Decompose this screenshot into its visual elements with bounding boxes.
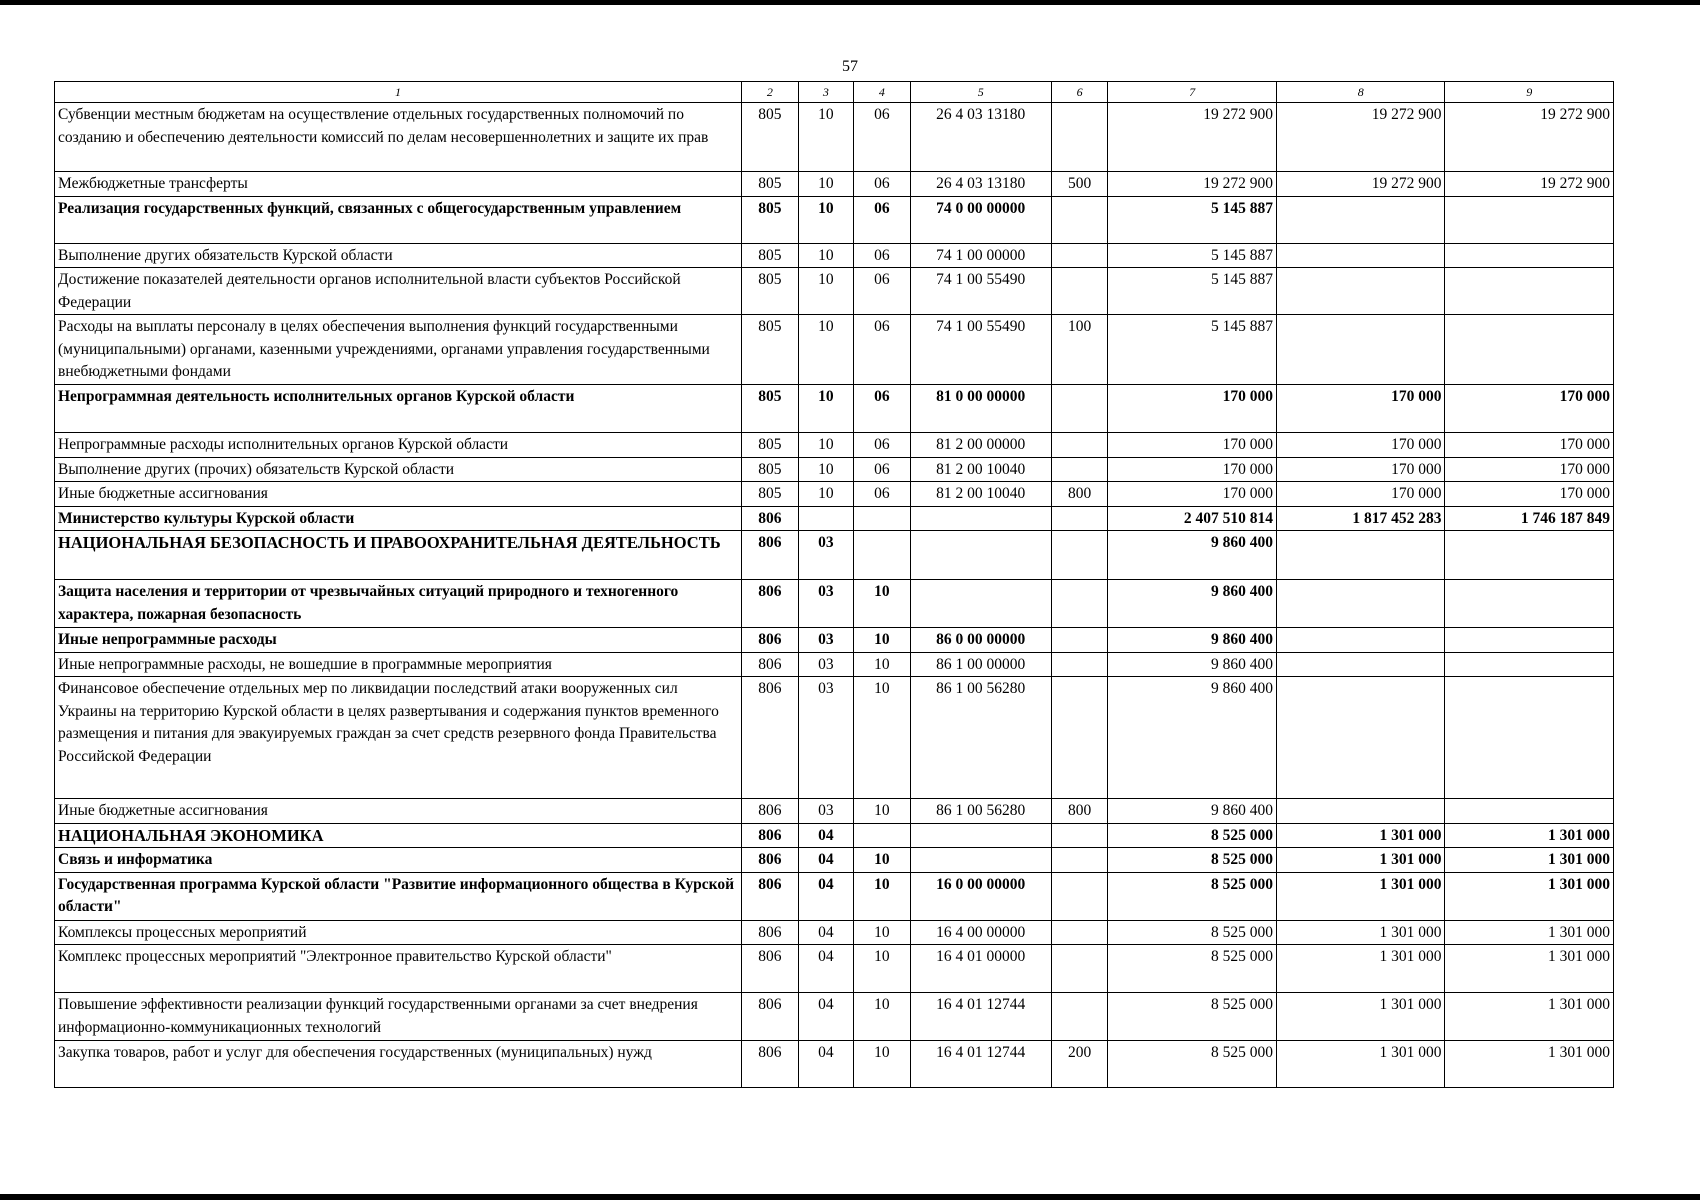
- cell-expense-type: 800: [1051, 799, 1108, 824]
- cell-ministry-code: 805: [742, 385, 799, 433]
- row-name: Связь и информатика: [55, 848, 742, 873]
- table-row: [55, 103, 1614, 172]
- cell-ministry-code: 806: [742, 799, 799, 824]
- cell-amount-8: [1276, 677, 1445, 799]
- column-header: 8: [1276, 82, 1445, 103]
- cell-subsection: 10: [854, 628, 911, 653]
- table-row: [55, 920, 1614, 945]
- cell-amount-7: 8 525 000: [1108, 920, 1277, 945]
- cell-target-article: 81 0 00 00000: [910, 385, 1051, 433]
- cell-amount-8: 1 301 000: [1276, 848, 1445, 873]
- cell-amount-8: [1276, 580, 1445, 628]
- scan-top-edge: [0, 0, 1700, 5]
- table-row: [55, 848, 1614, 873]
- table-row: [55, 872, 1614, 920]
- cell-amount-7: 170 000: [1108, 385, 1277, 433]
- cell-target-article: 81 2 00 10040: [910, 482, 1051, 507]
- cell-amount-9: [1445, 243, 1614, 268]
- cell-target-article: 74 1 00 00000: [910, 243, 1051, 268]
- cell-subsection: [854, 506, 911, 531]
- cell-subsection: 06: [854, 268, 911, 315]
- cell-section: 04: [798, 848, 853, 873]
- cell-amount-7: 8 525 000: [1108, 872, 1277, 920]
- cell-amount-8: [1276, 268, 1445, 315]
- cell-expense-type: [1051, 196, 1108, 243]
- table-row: [55, 823, 1614, 848]
- cell-amount-9: 1 301 000: [1445, 823, 1614, 848]
- scan-bottom-edge: [0, 1194, 1700, 1200]
- cell-section: 03: [798, 652, 853, 677]
- cell-amount-8: 1 301 000: [1276, 920, 1445, 945]
- row-name: Иные бюджетные ассигнования: [55, 482, 742, 507]
- cell-target-article: [910, 531, 1051, 580]
- cell-ministry-code: 806: [742, 580, 799, 628]
- cell-section: 10: [798, 103, 853, 172]
- column-header: 4: [854, 82, 911, 103]
- cell-expense-type: [1051, 243, 1108, 268]
- cell-amount-8: [1276, 315, 1445, 385]
- column-header: 6: [1051, 82, 1108, 103]
- cell-amount-7: 8 525 000: [1108, 945, 1277, 993]
- row-name: Закупка товаров, работ и услуг для обеспечения государственных (муниципальных) нужд: [55, 1041, 742, 1088]
- cell-ministry-code: 805: [742, 103, 799, 172]
- cell-section: 10: [798, 196, 853, 243]
- row-name: Выполнение других обязательств Курской области: [55, 243, 742, 268]
- cell-ministry-code: 805: [742, 268, 799, 315]
- row-name: Непрограммная деятельность исполнительных органов Курской области: [55, 385, 742, 433]
- cell-section: 10: [798, 385, 853, 433]
- cell-target-article: 16 4 01 12744: [910, 993, 1051, 1041]
- cell-section: 04: [798, 993, 853, 1041]
- row-name: Достижение показателей деятельности органов исполнительной власти субъектов Российской Федерации: [55, 268, 742, 315]
- cell-section: 10: [798, 457, 853, 482]
- cell-ministry-code: 805: [742, 457, 799, 482]
- cell-amount-9: 170 000: [1445, 433, 1614, 458]
- table-row: [55, 482, 1614, 507]
- cell-amount-8: 19 272 900: [1276, 172, 1445, 197]
- table-row: [55, 580, 1614, 628]
- cell-amount-7: 8 525 000: [1108, 848, 1277, 873]
- cell-expense-type: [1051, 457, 1108, 482]
- table-row: [55, 506, 1614, 531]
- row-name: Комплекс процессных мероприятий "Электронное правительство Курской области": [55, 945, 742, 993]
- cell-amount-9: [1445, 628, 1614, 653]
- row-name: Повышение эффективности реализации функций государственными органами за счет внедрения информационно-коммуникационных технологий: [55, 993, 742, 1041]
- cell-target-article: 74 1 00 55490: [910, 315, 1051, 385]
- cell-amount-9: [1445, 268, 1614, 315]
- column-header: 1: [55, 82, 742, 103]
- cell-amount-9: [1445, 580, 1614, 628]
- cell-amount-7: 5 145 887: [1108, 196, 1277, 243]
- row-name: Иные непрограммные расходы: [55, 628, 742, 653]
- cell-amount-9: 170 000: [1445, 457, 1614, 482]
- cell-amount-9: [1445, 531, 1614, 580]
- cell-ministry-code: 806: [742, 823, 799, 848]
- cell-subsection: 10: [854, 580, 911, 628]
- cell-target-article: [910, 506, 1051, 531]
- cell-amount-8: 1 301 000: [1276, 945, 1445, 993]
- row-name: Межбюджетные трансферты: [55, 172, 742, 197]
- cell-target-article: 16 4 00 00000: [910, 920, 1051, 945]
- column-header: 2: [742, 82, 799, 103]
- cell-subsection: 10: [854, 677, 911, 799]
- table-row: [55, 172, 1614, 197]
- table-row: [55, 677, 1614, 799]
- cell-amount-8: 1 301 000: [1276, 993, 1445, 1041]
- row-name: Реализация государственных функций, связанных с общегосударственным управлением: [55, 196, 742, 243]
- cell-amount-9: 1 301 000: [1445, 848, 1614, 873]
- column-number-row: [55, 82, 1614, 103]
- cell-amount-7: 5 145 887: [1108, 243, 1277, 268]
- cell-subsection: 10: [854, 652, 911, 677]
- table-row: [55, 1041, 1614, 1088]
- cell-amount-8: [1276, 799, 1445, 824]
- row-name: НАЦИОНАЛЬНАЯ ЭКОНОМИКА: [55, 823, 742, 848]
- cell-ministry-code: 806: [742, 993, 799, 1041]
- cell-ministry-code: 806: [742, 848, 799, 873]
- row-name: Комплексы процессных мероприятий: [55, 920, 742, 945]
- cell-expense-type: 200: [1051, 1041, 1108, 1088]
- row-name: Субвенции местным бюджетам на осуществление отдельных государственных полномочий по созданию и обеспечению деятельности комиссий по делам несовершеннолетних и защите их прав: [55, 103, 742, 172]
- cell-target-article: 86 1 00 56280: [910, 799, 1051, 824]
- cell-amount-9: [1445, 677, 1614, 799]
- cell-amount-8: [1276, 196, 1445, 243]
- cell-ministry-code: 805: [742, 243, 799, 268]
- row-name: Финансовое обеспечение отдельных мер по ликвидации последствий атаки вооруженных сил Украины на территорию Курской области в целях развертывания и содержания пунктов временного размещения и питания для эвакуируемых граждан за счет средств резервного фонда Правительства Российской Федерации: [55, 677, 742, 799]
- cell-subsection: [854, 531, 911, 580]
- table-row: [55, 628, 1614, 653]
- cell-amount-7: 9 860 400: [1108, 677, 1277, 799]
- column-header: 7: [1108, 82, 1277, 103]
- cell-amount-9: 170 000: [1445, 385, 1614, 433]
- cell-section: 10: [798, 315, 853, 385]
- cell-amount-9: [1445, 799, 1614, 824]
- cell-ministry-code: 806: [742, 872, 799, 920]
- table-row: [55, 315, 1614, 385]
- cell-section: 10: [798, 172, 853, 197]
- cell-subsection: 06: [854, 385, 911, 433]
- cell-subsection: [854, 823, 911, 848]
- row-name: НАЦИОНАЛЬНАЯ БЕЗОПАСНОСТЬ И ПРАВООХРАНИТЕЛЬНАЯ ДЕЯТЕЛЬНОСТЬ: [55, 531, 742, 580]
- cell-subsection: 10: [854, 799, 911, 824]
- cell-section: 10: [798, 243, 853, 268]
- cell-section: 04: [798, 823, 853, 848]
- cell-amount-7: 5 145 887: [1108, 268, 1277, 315]
- row-name: Иные бюджетные ассигнования: [55, 799, 742, 824]
- cell-amount-9: 1 746 187 849: [1445, 506, 1614, 531]
- cell-ministry-code: 806: [742, 628, 799, 653]
- cell-amount-7: 9 860 400: [1108, 799, 1277, 824]
- column-header: 9: [1445, 82, 1614, 103]
- cell-subsection: 06: [854, 482, 911, 507]
- cell-subsection: 10: [854, 920, 911, 945]
- table-row: [55, 243, 1614, 268]
- cell-target-article: 86 0 00 00000: [910, 628, 1051, 653]
- table-row: [55, 196, 1614, 243]
- budget-table: [54, 81, 1614, 1088]
- cell-amount-7: 8 525 000: [1108, 823, 1277, 848]
- table-row: [55, 531, 1614, 580]
- cell-amount-8: 170 000: [1276, 457, 1445, 482]
- cell-amount-8: 19 272 900: [1276, 103, 1445, 172]
- cell-section: 10: [798, 482, 853, 507]
- table-row: [55, 652, 1614, 677]
- cell-ministry-code: 806: [742, 677, 799, 799]
- cell-amount-7: 9 860 400: [1108, 580, 1277, 628]
- cell-amount-7: 9 860 400: [1108, 531, 1277, 580]
- cell-target-article: [910, 580, 1051, 628]
- cell-amount-8: 170 000: [1276, 482, 1445, 507]
- cell-target-article: 16 4 01 12744: [910, 1041, 1051, 1088]
- table-row: [55, 268, 1614, 315]
- cell-subsection: 06: [854, 196, 911, 243]
- cell-amount-9: 1 301 000: [1445, 993, 1614, 1041]
- cell-subsection: 10: [854, 1041, 911, 1088]
- cell-ministry-code: 805: [742, 172, 799, 197]
- cell-expense-type: [1051, 652, 1108, 677]
- cell-ministry-code: 805: [742, 315, 799, 385]
- cell-target-article: 26 4 03 13180: [910, 172, 1051, 197]
- row-name: Выполнение других (прочих) обязательств Курской области: [55, 457, 742, 482]
- cell-subsection: 06: [854, 103, 911, 172]
- cell-amount-7: 8 525 000: [1108, 1041, 1277, 1088]
- cell-amount-7: 9 860 400: [1108, 652, 1277, 677]
- table-row: [55, 457, 1614, 482]
- table-row: [55, 433, 1614, 458]
- cell-amount-9: 1 301 000: [1445, 872, 1614, 920]
- cell-ministry-code: 806: [742, 506, 799, 531]
- cell-ministry-code: 805: [742, 196, 799, 243]
- cell-section: 03: [798, 531, 853, 580]
- cell-ministry-code: 806: [742, 945, 799, 993]
- cell-section: 04: [798, 945, 853, 993]
- cell-amount-9: 19 272 900: [1445, 103, 1614, 172]
- cell-amount-8: [1276, 531, 1445, 580]
- cell-expense-type: [1051, 103, 1108, 172]
- cell-expense-type: [1051, 993, 1108, 1041]
- cell-ministry-code: 806: [742, 920, 799, 945]
- cell-amount-9: [1445, 196, 1614, 243]
- table-row: [55, 945, 1614, 993]
- cell-amount-7: 19 272 900: [1108, 172, 1277, 197]
- cell-subsection: 10: [854, 848, 911, 873]
- cell-expense-type: [1051, 872, 1108, 920]
- cell-amount-8: 1 301 000: [1276, 872, 1445, 920]
- cell-expense-type: [1051, 920, 1108, 945]
- cell-expense-type: [1051, 385, 1108, 433]
- cell-expense-type: 500: [1051, 172, 1108, 197]
- cell-target-article: 81 2 00 00000: [910, 433, 1051, 458]
- cell-target-article: 86 1 00 00000: [910, 652, 1051, 677]
- cell-expense-type: [1051, 823, 1108, 848]
- cell-subsection: 10: [854, 872, 911, 920]
- cell-expense-type: 100: [1051, 315, 1108, 385]
- cell-section: 10: [798, 433, 853, 458]
- cell-expense-type: [1051, 433, 1108, 458]
- cell-amount-8: [1276, 628, 1445, 653]
- cell-target-article: 74 0 00 00000: [910, 196, 1051, 243]
- cell-amount-8: 1 301 000: [1276, 1041, 1445, 1088]
- cell-section: 03: [798, 580, 853, 628]
- cell-amount-9: 1 301 000: [1445, 920, 1614, 945]
- cell-subsection: 06: [854, 457, 911, 482]
- cell-amount-7: 170 000: [1108, 433, 1277, 458]
- cell-subsection: 10: [854, 993, 911, 1041]
- row-name: Иные непрограммные расходы, не вошедшие в программные мероприятия: [55, 652, 742, 677]
- cell-amount-9: [1445, 315, 1614, 385]
- cell-target-article: 74 1 00 55490: [910, 268, 1051, 315]
- cell-subsection: 06: [854, 315, 911, 385]
- cell-target-article: 86 1 00 56280: [910, 677, 1051, 799]
- cell-section: 04: [798, 872, 853, 920]
- cell-subsection: 10: [854, 945, 911, 993]
- cell-section: 04: [798, 920, 853, 945]
- cell-section: 03: [798, 677, 853, 799]
- row-name: Государственная программа Курской области "Развитие информационного общества в Курской области": [55, 872, 742, 920]
- row-name: Расходы на выплаты персоналу в целях обеспечения выполнения функций государственными (муниципальными) органами, казенными учреждениями, органами управления государственными внебюджетными фондами: [55, 315, 742, 385]
- column-header: 3: [798, 82, 853, 103]
- cell-amount-7: 170 000: [1108, 457, 1277, 482]
- cell-expense-type: [1051, 531, 1108, 580]
- cell-target-article: 81 2 00 10040: [910, 457, 1051, 482]
- cell-subsection: 06: [854, 433, 911, 458]
- cell-expense-type: [1051, 848, 1108, 873]
- cell-ministry-code: 806: [742, 531, 799, 580]
- cell-section: 03: [798, 799, 853, 824]
- cell-expense-type: 800: [1051, 482, 1108, 507]
- cell-target-article: [910, 823, 1051, 848]
- row-name: Министерство культуры Курской области: [55, 506, 742, 531]
- cell-section: 03: [798, 628, 853, 653]
- cell-amount-8: [1276, 243, 1445, 268]
- cell-expense-type: [1051, 677, 1108, 799]
- cell-expense-type: [1051, 506, 1108, 531]
- column-header: 5: [910, 82, 1051, 103]
- page-number: 57: [842, 58, 858, 75]
- cell-expense-type: [1051, 268, 1108, 315]
- cell-amount-9: 170 000: [1445, 482, 1614, 507]
- cell-section: 10: [798, 268, 853, 315]
- cell-target-article: [910, 848, 1051, 873]
- cell-target-article: 26 4 03 13180: [910, 103, 1051, 172]
- row-name: Защита населения и территории от чрезвычайных ситуаций природного и техногенного характера, пожарная безопасность: [55, 580, 742, 628]
- cell-subsection: 06: [854, 243, 911, 268]
- cell-section: [798, 506, 853, 531]
- cell-amount-8: [1276, 652, 1445, 677]
- cell-ministry-code: 805: [742, 482, 799, 507]
- cell-ministry-code: 805: [742, 433, 799, 458]
- cell-subsection: 06: [854, 172, 911, 197]
- cell-amount-8: 1 817 452 283: [1276, 506, 1445, 531]
- cell-amount-7: 170 000: [1108, 482, 1277, 507]
- cell-amount-7: 9 860 400: [1108, 628, 1277, 653]
- cell-amount-9: [1445, 652, 1614, 677]
- cell-amount-9: 1 301 000: [1445, 945, 1614, 993]
- table-row: [55, 799, 1614, 824]
- cell-amount-9: 19 272 900: [1445, 172, 1614, 197]
- cell-amount-8: 170 000: [1276, 385, 1445, 433]
- table-row: [55, 385, 1614, 433]
- cell-target-article: 16 4 01 00000: [910, 945, 1051, 993]
- cell-section: 04: [798, 1041, 853, 1088]
- row-name: Непрограммные расходы исполнительных органов Курской области: [55, 433, 742, 458]
- cell-amount-8: 170 000: [1276, 433, 1445, 458]
- table-row: [55, 993, 1614, 1041]
- cell-amount-9: 1 301 000: [1445, 1041, 1614, 1088]
- cell-amount-8: 1 301 000: [1276, 823, 1445, 848]
- cell-expense-type: [1051, 628, 1108, 653]
- cell-amount-7: 8 525 000: [1108, 993, 1277, 1041]
- cell-ministry-code: 806: [742, 1041, 799, 1088]
- cell-amount-7: 19 272 900: [1108, 103, 1277, 172]
- cell-amount-7: 5 145 887: [1108, 315, 1277, 385]
- cell-amount-7: 2 407 510 814: [1108, 506, 1277, 531]
- cell-target-article: 16 0 00 00000: [910, 872, 1051, 920]
- cell-ministry-code: 806: [742, 652, 799, 677]
- cell-expense-type: [1051, 580, 1108, 628]
- cell-expense-type: [1051, 945, 1108, 993]
